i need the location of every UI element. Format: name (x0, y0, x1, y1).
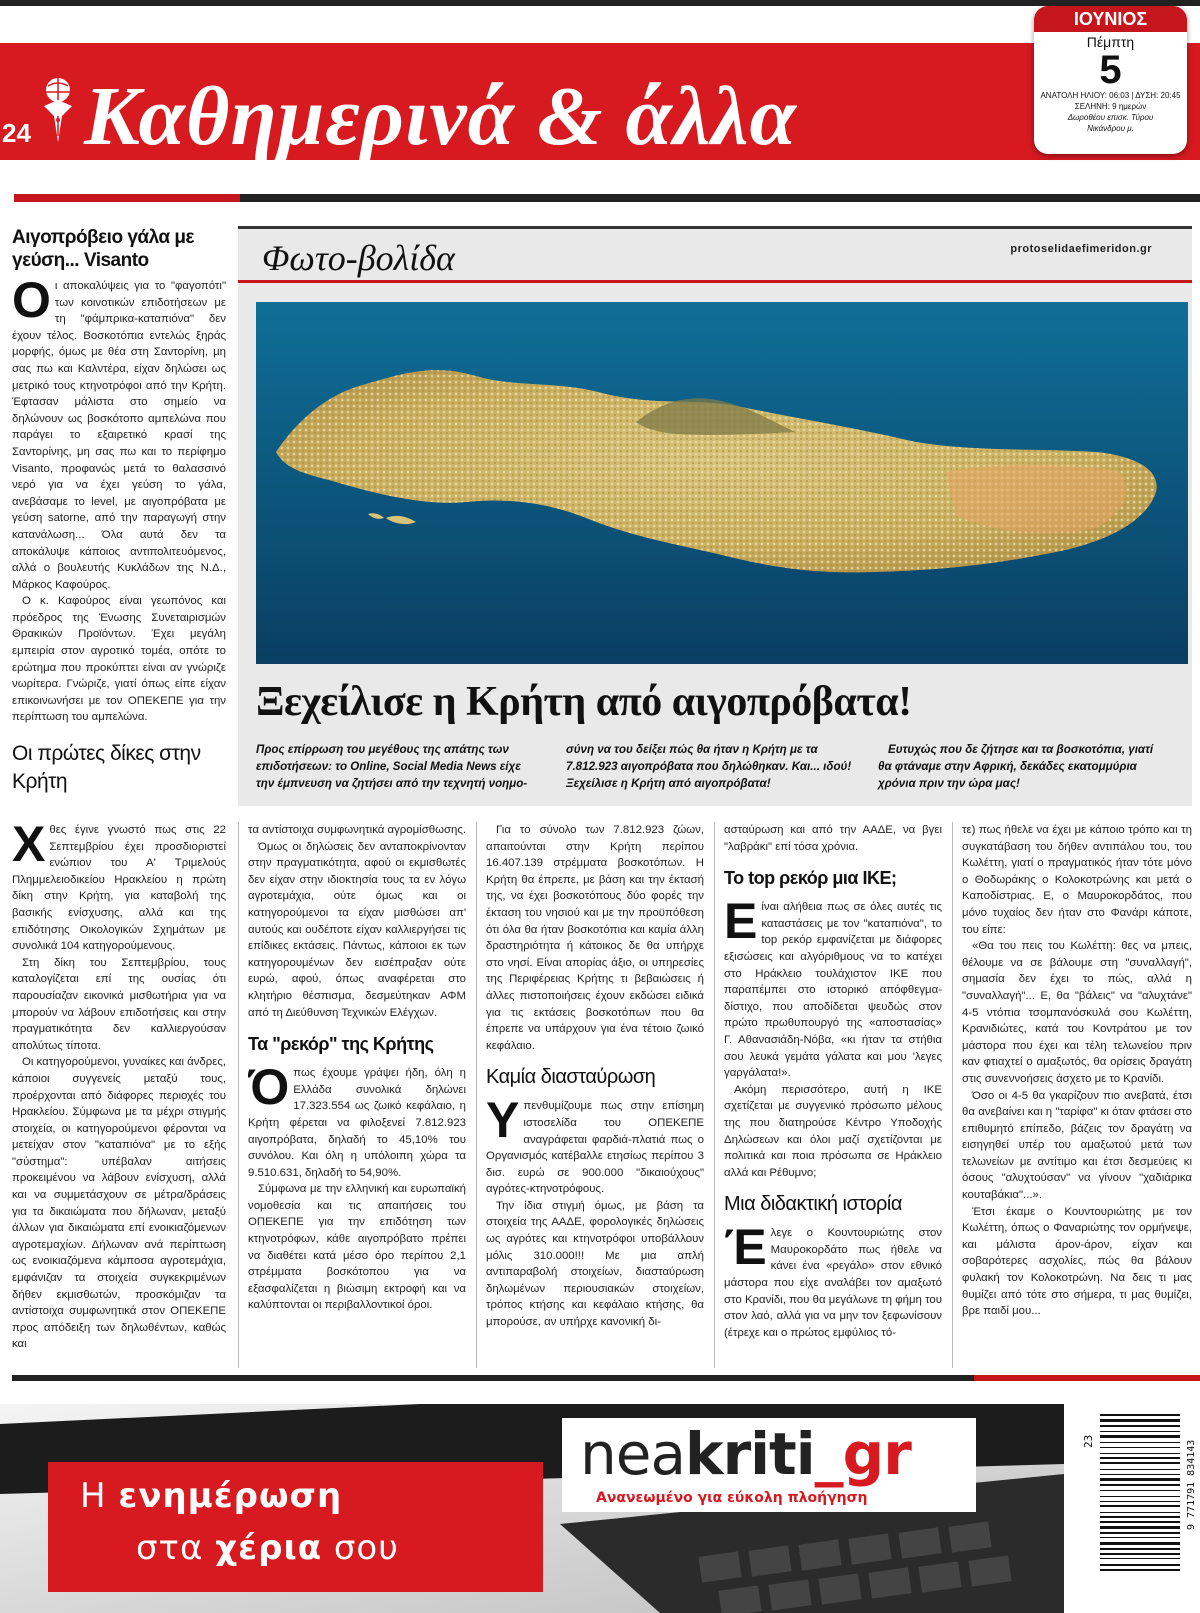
photo-headline: Ξεχείλισε η Κρήτη από αιγοπρόβατα! (256, 679, 912, 725)
top-rule (0, 0, 1200, 6)
column-2-body-3 (248, 1059, 466, 1181)
neakriti-logo (580, 1420, 911, 1488)
column-5-body-4: Έτσι έκαμε ο Κουντουριώτης με τον Κωλέττη, όπως ο Φαναριώτης τον ορμήνεψε, και μάλιστα άρον-άρον, είχαν και σοβαρότερες ασχολίες, πώς θα βάλουν φυλακή τον Κολοκοτρώνη. Να δεις τι μας θυμίζει από τότε στο σήμερα, τι μας θυμίζει, βρε παιδί μου... (962, 1205, 1192, 1318)
left-article-title: Αιγοπρόβειο γάλα με γεύση... Visanto (12, 227, 195, 271)
date-box (1034, 6, 1187, 154)
paragraph: λεγε ο Κουντουριώτης στον Μαυροκορδάτο πως ήθελε να κάνει ένα «ρεγάλο» στον εθνικό μάστορα που είχε αναλάβει τον αμαξωτό στο Κρανίδι, που θα μεγάλωνε τη φήμη του στον λαό, αλλά για να μην τον ξεφωνίσουν (έτρεχε και ο πρώτος εμφύλιος τό- (724, 1227, 942, 1339)
date-month: ΙΟΥΝΙΟΣ (1034, 6, 1187, 32)
column-4-body-4 (724, 1219, 942, 1341)
ad-slogan-line-2 (136, 1528, 399, 1568)
masthead-underline (14, 194, 1200, 202)
date-saints-1: Δωροθέου επισκ. Τύρου (1067, 113, 1154, 122)
panel-rule (238, 280, 1192, 283)
column-4-subhead: Το top ρεκόρ μια ΙΚΕ; (724, 868, 897, 889)
photo-deck-1: Προς επίρρωση του μεγέθους της απάτης των επιδοτήσεων: το Online, Social Media News είχε την έμπνευση να ζητήσει από την τεχνητή νοημο- (256, 743, 528, 790)
date-sun-times: ΑΝΑΤΟΛΗ ΗΛΙΟΥ: 06:03 | ΔΥΣΗ: 20:45 (1040, 91, 1181, 100)
column-1-body-2: Στη δίκη του Σεπτεμβρίου, τους καταλογίζεται επί της ουσίας ότι παρουσίαζαν εικονικά μισθωτήρια για να μπορούν να λάβουν επιδοτήσεις και στην πραγματικότητα δεν καλλιεργούσαν απολύτως τίποτα. (12, 956, 226, 1052)
column-4-body-2 (724, 893, 942, 1082)
paragraph: ι αποκαλύψεις για το "φαγοπότι" των κοινοτικών επιδοτήσεων με τη "φάμπρικα-καταπιόνα" δεν έχουν τέλος. Βοσκοτόπια εντελώς ξηράς μορφής, όμως με θέα στη Σαντορίνη, μη σας πω και Καλντέρα, είχαν δηλώσει ως μετρικό τους κτηνοτρόφοι από την Κρήτη. Έφτασαν μάλιστα στο σημείο να δηλώνουν ως βοσκότοπο αμπελώνα που παράγει το εξαιρετικό κρασί της Σαντορίνης, μη σας πω και το περίφημο Visanto, προφανώς μετά το θαλασσινό νερό για να έχει γεύση το γάλα, ανεβάσαμε το level, με αιγοπρόβατα με γεύση satorne, από την παραγωγή στην κατανάλωση... Όλα αυτά δεν τα αποκάλυψε κάποιος αντιπολιτευόμενος, αλλά ο βουλευτής Κυκλάδων της Ν.Δ., Μάρκος Καφούρος. (12, 280, 226, 591)
column-3 (486, 822, 704, 1368)
column-4 (724, 822, 942, 1368)
logo-part: _gr (814, 1420, 911, 1488)
dropcap: Ε (724, 893, 758, 950)
column-5-body-1: τε) πως ήθελε να έχει με κάποιο τρόπο και τη συγκατάβαση του δήθεν αντιπάλου του, του Κωλέττη, γιατί ο πραγματικός ήταν τότε μόνο ο Θοδωράκης ο Κολοκοτρώνης και μετά ο Καποδίστριας. Ε, ο Μαυροκορδάτος, που μόνο τυχαίος δεν ήταν στο Φανάρι κάποτε, του είπε: (962, 824, 1192, 936)
left-article-body-1 (12, 272, 226, 593)
paragraph: πενθυμίζουμε πως στην επίσημη ιστοσελίδα του ΟΠΕΚΕΠΕ αναγράφεται φαρδιά-πλατιά πως ο Οργανισμός κατέβαλλε ετησίως περίπου 3 δισ. ευρώ σε 900.000 "δικαιούχους" αγρότες-κτηνοτρόφους. (486, 1100, 704, 1196)
ad-word: ενημέρωση (118, 1476, 343, 1516)
dropcap: Ο (12, 272, 51, 328)
column-4-subhead-2: Μια διδακτική ιστορία (724, 1193, 902, 1216)
date-moon: ΣΕΛΗΝΗ: 9 ημερών (1074, 102, 1147, 111)
column-divider (476, 822, 477, 1368)
column-2-body-4: Σύμφωνα με την ελληνική και ευρωπαϊκή νομοθεσία και τις απαιτήσεις του ΟΠΕΚΕΠΕ για την επιδότηση των κτηνοτρόφων, κάθε αιγοπρόβατο πρέπει να διαθέτει κατά μέσο όρο περίπου 2,1 στρέμματα βοσκότοπου για να εξασφαλίζεται η βιώσιμη εκτροφή και να καλύπτονται οι περιβαλλοντικοί όροι. (248, 1183, 466, 1312)
logo-part: nea (580, 1420, 685, 1488)
watermark-site: protoselidaefimeridon.gr (1010, 243, 1152, 255)
column-4-body-3: Ακόμη περισσότερο, αυτή η ΙΚΕ σχετίζεται με συγγενικό πρόσωπο μέλους της που διατηρούσε Κέντρο Υποδοχής Δηλώσεων και όλοι μαζί σχετίζονται με πολιτικά και ποια πρόσωπα σε Ηράκλειο αλλά και Ρέθυμνο; (724, 1083, 942, 1179)
dropcap: Υ (486, 1092, 520, 1149)
column-3-body-2 (486, 1092, 704, 1198)
column-3-subhead: Καμία διασταύρωση (486, 1066, 656, 1089)
date-saints-2: Νικάνδρου μ. (1087, 124, 1134, 133)
left-article-subhead: Οι πρώτες δίκες στην Κρήτη (12, 742, 201, 794)
barcode-number: 9 771791 834143 (1186, 1439, 1197, 1530)
barcode-bars-icon (1078, 1404, 1194, 1613)
masthead-title: Καθημερινά & άλλα (84, 70, 797, 163)
paragraph: ίναι αλήθεια πως σε όλες αυτές τις καταστάσεις με τον "καταπιόνα", το top ρεκόρ εμφανίζεται με διάφορες εξισώσεις και αλγόριθμους να το κατέχει στο Ηράκλειο τουλάχιστον ΙΚΕ που παραπέμπει στο ιστορικό απόφθεγμα-δίστιχο, που αποδίδεται ψευδώς στον πρώτο πρωθυπουργό της «αποστασίας» Γ. Αθανασιάδη-Νόβα, «κι ήταν τα στήθια σου λευκά γεμάτα γάλατα και μου 'λεγες γαργάλατα!». (724, 901, 942, 1080)
column-2 (248, 822, 466, 1368)
column-4-body-1: ασταύρωση και από την ΑΑΔΕ, να βγει "λαβράκι" επί τόσα χρόνια. (724, 824, 942, 853)
barcode-edition: 23 (1082, 1434, 1095, 1448)
barcode (1078, 1404, 1194, 1613)
neakriti-advertisement (0, 1404, 1064, 1613)
column-3-body-1: Για το σύνολο των 7.812.923 ζώων, απαιτούνται στην Κρήτη περίπου 16.407.139 στρέμματα βοσκοτόπων. Η Κρήτη θα έπρεπε, με βάση και την έκτασή της, να έχει βοσκοτόπους δύο φορές την έκταση του νησιού και με την προϋπόθεση ότι όλα θα ήταν βοσκοτόπια και καμία άλλη δραστηριότητα ή κάτοικος δε θα υπήρχε στο νησί. Είναι απορίας άξιο, οι υπηρεσίες της Περιφέρειας Κρήτης τι βεβαιώσεις ή άλλες πιστοποιήσεις έχουν εκδώσει ειδικά για τις εκτάσεις βοσκοτόπων που θα έπρεπε να υπάρχουν για ένα τέτοιο ζωικό κεφάλαιο. (486, 824, 704, 1052)
column-divider (714, 822, 715, 1368)
ad-word: Η (80, 1476, 107, 1516)
column-1 (12, 822, 226, 1368)
ad-tagline: Ανανεωμένο για εύκολη πλοήγηση (596, 1490, 868, 1506)
ad-word: σου (333, 1528, 399, 1568)
dropcap: Έ (724, 1219, 767, 1276)
left-article (12, 226, 226, 796)
ad-word: στα (136, 1528, 204, 1568)
date-weekday: Πέμπτη (1086, 34, 1135, 50)
paragraph: πως έχουμε γράψει ήδη, όλη η Ελλάδα συνολικά δηλώνει 17.323.554 ως ζωικό κεφάλαιο, η Κρήτη φέρεται να φιλοξενεί 7.812.923 αιγοπρόβατα, δηλαδή το 45,10% του συνόλου. Και όλη η υπόλοιπη χώρα τα 9.510.631, δηλαδή το 54,90%. (248, 1067, 466, 1179)
column-3-body-3: Την ίδια στιγμή όμως, με βάση τα στοιχεία της ΑΑΔΕ, φορολογικές δηλώσεις ως αγρότες και κτηνοτρόφοι υποβάλλουν μόλις 310.000!!! Με μια απλή αντιπαραβολή στοιχείων, διασταύρωση δηλωμένων περιουσιακών στοιχείων, τρόπος κτήσης και κεφάλαιο κτήσης, θα μπορούσε, αν υπήρχε κανονική δι- (486, 1199, 704, 1329)
column-1-body-1 (12, 822, 226, 955)
panel-kicker: Φωτο-βολίδα (262, 238, 455, 278)
photo-panel (238, 226, 1192, 806)
column-2-subhead: Τα "ρεκόρ" της Κρήτης (248, 1034, 434, 1055)
ad-word: χέρια (215, 1528, 323, 1568)
column-divider (952, 822, 953, 1368)
crete-sheep-photo (256, 302, 1188, 664)
page-number: 24 (2, 118, 31, 148)
column-1-body-3: Οι κατηγορούμενοι, γυναίκες και άνδρες, κάποιοι συγγενείς μεταξύ τους, προέρχονται από διάφορες περιοχές του Ηρακλείου. Σύμφωνα με τα μέχρι στιγμής στοιχεία, οι κατηγορούμενοι φέρονται να μετείχαν στον "καταπιόνα" με το εξής "σύστημα": υπέβαλαν αιτήσεις προκειμένου να λάβουν ενίσχυση, αλλά και να συμμετάσχουν σε μέτρα/δράσεις για τα δικαιώματα που δήλωναν, μεταξύ άλλων για δικαιώματα επί ενοικιαζόμενων αγροτεμαχίων. Δήλωναν ανά περίπτωση ως ενοικιαζόμενα κάμποσα αγροτεμάχια, εμφάνιζαν τα στοιχεία συγκεκριμένων δήθεν εκμισθωτών, προσκόμιζαν τα αντίστοιχα συμφωνητικά στον ΟΠΕΚΕΠΕ προς απόδειξη των δηλωθέντων, καθώς και (12, 1056, 226, 1351)
pen-globe-logo-icon (36, 76, 80, 146)
date-day-number: 5 (1099, 48, 1122, 92)
logo-part: kriti (685, 1420, 815, 1488)
photo-deck-3: Ευτυχώς που δε ζήτησε και τα βοσκοτόπια, γιατί θα φτάναμε στην Αφρική, δεκάδες εκατομμύρια χρόνια πριν την ώρα μας! (878, 743, 1154, 790)
column-2-body-1: τα αντίστοιχα συμφωνητικά αγρομίσθωσης. (248, 824, 466, 836)
paragraph: θες έγινε γνωστό πως στις 22 Σεπτεμβρίου έχει προσδιοριστεί ενώπιον του Α' Τριμελούς Πλημμελειοδικείου Ηρακλείου η πρώτη δίκη στην Κρήτη, για καταβολή της βασικής ενίσχυσης, αλλά και της επιδότησης Οικολογικών Σχημάτων με συνολικά 104 κατηγορούμενους. (12, 824, 226, 953)
column-5 (962, 822, 1192, 1368)
photo-deck-2: σύνη να του δείξει πώς θα ήταν η Κρήτη με τα 7.812.923 αιγοπρόβατα που δηλώθηκαν. Και... ιδού! Ξεχείλισε η Κρήτη από αιγοπρόβατα! (566, 743, 852, 790)
dropcap: Ό (248, 1059, 290, 1116)
ad-slogan-line-1 (80, 1476, 342, 1516)
column-2-body-2: Όμως οι δηλώσεις δεν ανταποκρίνονταν στην πραγματικότητα, αφού οι εκμισθωτές δεν είχαν στην ιδιοκτησία τους τα εν λόγω αγροτεμάχια, ούτε όμως και οι κατηγορούμενοι τα είχαν μισθώσει απ' αυτούς και ουδέποτε είχαν καλλιεργήσει τις επίδικες εκτάσεις. Πάντως, κάποιοι εκ των κατηγορουμένων δεν εισέπραξαν ούτε ευρώ, αφού, όπως αναφέρεται στο κλητήριο θέσπισμα, δεσμεύτηκαν ΑΦΜ από τη Διεύθυνση Τεχνικών Ελέγχων. (248, 840, 466, 1019)
bottom-rule (12, 1375, 1200, 1381)
column-5-body-3: Όσο οι 4-5 θα γκαρίζουν πιο ανεβατά, έτσι θα ανεβαίνει και η "ταρίφα" κι όταν φτάσει στο επιθυμητό επίπεδο, βάζεις τον δραγάτη να εισηγηθεί υπέρ του αμαξωτού μετά των τελωνείων με αντίτιμο και έτσι δεσμεύεις κι όσους "αλυχτούσαν" να γίνουν "χαδιάρικα κουταβάκια"...». (962, 1089, 1192, 1202)
column-divider (238, 822, 239, 1368)
column-5-body-2: «Θα του πεις του Κωλέττη: θες να μπεις, θέλουμε να σε βάλουμε στη "συναλλαγή", σημασία δεν έχει το πώς, αλλά η "συναλλαγή"... Ε, θα "βάλεις" να "αλυχτάνε" 4-5 ντόπια τσομπανόσκυλά σου Κωλέττη, Κρανιδιώτες, κατά του Κοντράτου με τον μάστορα που έχει και τέλη τελωνείου πριν καν φτιαχτεί ο αμαξωτός, θα ορίσεις δραγάτη στις συνεννοήσεις άσχετο με το Κρανίδι. (962, 940, 1192, 1085)
left-article-body-2: Ο κ. Καφούρος είναι γεωπόνος και πρόεδρος της Ένωσης Συνεταιρισμών Θρακικών Προϊόντων. Έχει μεγάλη εμπειρία στον αγροτικό τομέα, οπότε το ερώτημα που προκύπτει είναι αν γνώριζε νωρίτερα. Γνώριζε, γιατί όπως είπε είχαν επικοινωνήσει με τον ΟΠΕΚΕΠΕ για την περίπτωση του αμπελώνα. (12, 595, 226, 724)
dropcap: Χ (12, 822, 46, 872)
